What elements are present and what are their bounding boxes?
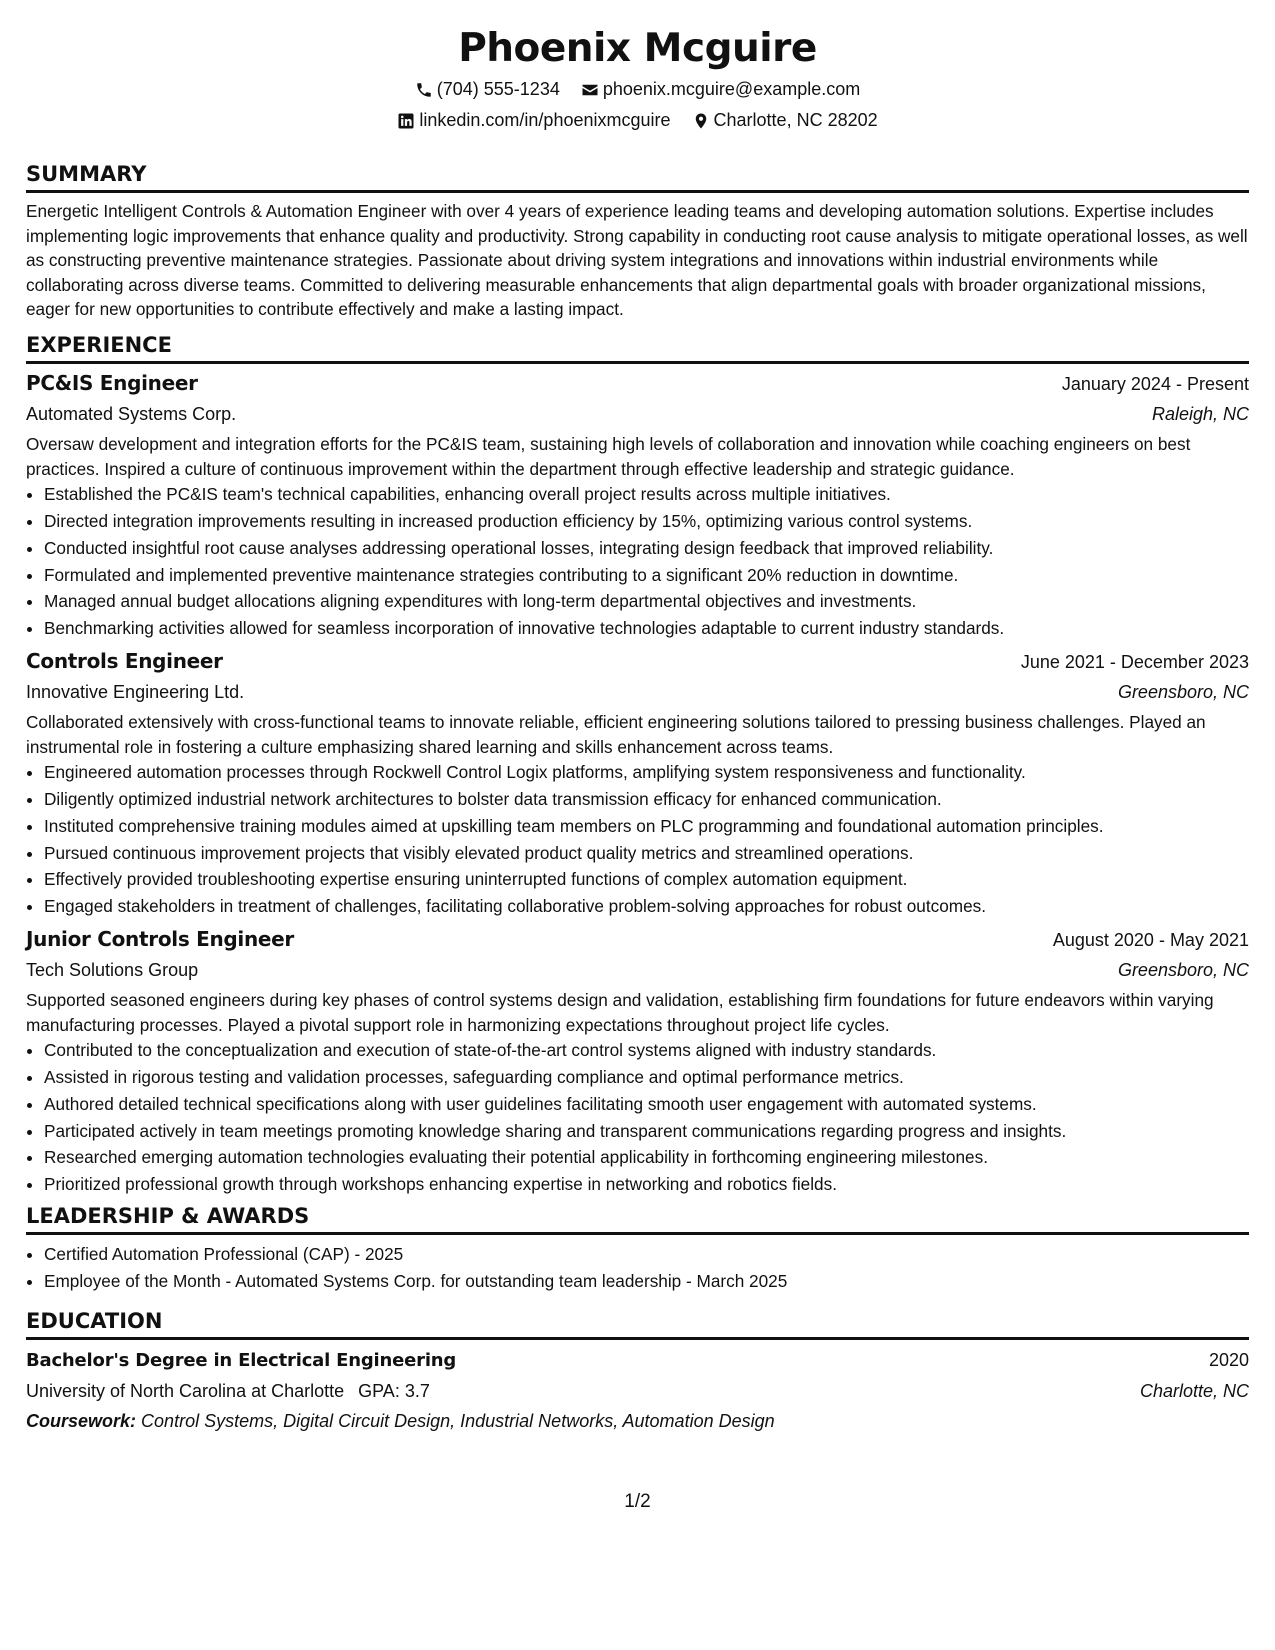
list-item: • Participated actively in team meetings promoting knowledge sharing and transparent communications regarding progress and insights. <box>44 1118 1249 1145</box>
education-school-row <box>26 1376 1249 1406</box>
job-entry <box>26 924 1249 1198</box>
job-title: PC&IS Engineer <box>26 371 198 395</box>
list-item: • Pursued continuous improvement projects that visibly elevated product quality metrics and streamlined operations. <box>44 840 1249 867</box>
envelope-icon <box>581 81 599 99</box>
resume-page <box>26 0 1249 1431</box>
job-header-row <box>26 646 1249 677</box>
list-item: • Authored detailed technical specifications along with user guidelines facilitating smooth user engagement with automated systems. <box>44 1091 1249 1118</box>
list-item: • Effectively provided troubleshooting expertise ensuring uninterrupted functions of complex automation equipment. <box>44 866 1249 893</box>
job-location: Raleigh, NC <box>1151 404 1249 424</box>
graduation-year: 2020 <box>1208 1350 1249 1370</box>
job-dates: January 2024 - Present <box>1061 374 1249 394</box>
leadership-section <box>26 1202 1249 1295</box>
contact-line-1 <box>26 74 1249 105</box>
job-company-row <box>26 955 1249 985</box>
phone-text: (704) 555-1234 <box>436 79 560 99</box>
job-description: Oversaw development and integration efforts for the PC&IS team, sustaining high levels of collaboration and innovation while coaching engineers on best practices. Inspired a culture of continuous improvement within the department through effective leadership and strategic guidance. <box>26 434 1191 479</box>
experience-heading: EXPERIENCE <box>26 331 1249 364</box>
list-item: • Researched emerging automation technologies evaluating their potential applicability in forthcoming engineering milestones. <box>44 1144 1249 1171</box>
degree: Bachelor's Degree in Electrical Engineering <box>26 1350 457 1371</box>
candidate-name: Phoenix Mcguire <box>458 26 817 71</box>
job-title: Junior Controls Engineer <box>26 926 294 951</box>
job-bullets <box>26 481 1249 642</box>
location-contact <box>692 105 878 136</box>
list-item: • Diligently optimized industrial network architectures to bolster data transmission efficacy for enhanced communication. <box>44 786 1249 813</box>
gpa: GPA: 3.7 <box>358 1381 430 1401</box>
school-location: Charlotte, NC <box>1139 1381 1249 1401</box>
school-line <box>26 1376 430 1406</box>
education-section <box>26 1307 1249 1436</box>
list-item: • Established the PC&IS team's technical capabilities, enhancing overall project results across multiple initiatives. <box>44 481 1249 508</box>
summary-heading: SUMMARY <box>26 160 1249 193</box>
job-dates: June 2021 - December 2023 <box>1020 651 1249 672</box>
list-item: • Directed integration improvements resulting in increased production efficiency by 15%, optimizing various control systems. <box>44 508 1249 535</box>
job-entry <box>26 646 1249 920</box>
list-item: • Engaged stakeholders in treatment of challenges, facilitating collaborative problem-solving approaches for robust outcomes. <box>44 893 1249 920</box>
coursework-line <box>26 1406 1249 1436</box>
page-number: 1/2 <box>624 1491 651 1512</box>
job-title: Controls Engineer <box>26 648 223 673</box>
resume-header <box>26 24 1249 136</box>
list-item: • Managed annual budget allocations aligning expenditures with long-term departmental objectives and investments. <box>44 588 1249 615</box>
linkedin-text[interactable]: linkedin.com/in/phoenixmcguire <box>419 110 671 130</box>
email-contact[interactable] <box>581 74 860 105</box>
education-entry <box>26 1345 1249 1436</box>
job-company: Automated Systems Corp. <box>26 404 237 424</box>
list-item: • Contributed to the conceptualization and execution of state-of-the-art control systems aligned with industry standards. <box>44 1037 1249 1064</box>
job-dates: August 2020 - May 2021 <box>1052 929 1249 950</box>
job-header-row <box>26 368 1249 399</box>
phone-icon <box>415 81 433 99</box>
list-item: • Conducted insightful root cause analyses addressing operational losses, integrating design feedback that improved reliability. <box>44 535 1249 562</box>
list-item: • Instituted comprehensive training modules aimed at upskilling team members on PLC programming and foundational automation principles. <box>44 813 1249 840</box>
leadership-list <box>26 1241 1249 1295</box>
phone-contact <box>415 74 560 105</box>
job-company: Tech Solutions Group <box>26 959 199 980</box>
job-company-row <box>26 677 1249 707</box>
summary-text: Energetic Intelligent Controls & Automation Engineer with over 4 years of experience leading teams and developing automation solutions. Expertise includes implementing logic improvements that enhance quality and productivity. Strong capability in conducting root cause analysis to mitigate operational losses, as well as constructing preventive maintenance strategies. Passionate about driving system integrations and innovations within industrial environments while collaborating across diverse teams. Committed to delivering measurable enhancements that align departmental goals with broader organizational missions, eager for new opportunities to contribute effectively and make a lasting impact. <box>26 201 1248 320</box>
contact-line-2 <box>26 105 1249 136</box>
linkedin-contact[interactable] <box>397 105 670 136</box>
leadership-heading: LEADERSHIP & AWARDS <box>26 1202 1249 1235</box>
job-company-row <box>26 399 1249 429</box>
job-description: Supported seasoned engineers during key phases of control systems design and validation, establishing firm foundations for future endeavors within varying manufacturing processes. Played a pivotal support role in harmonizing expectations throughout project life cycles. <box>26 989 1214 1035</box>
coursework-list: Control Systems, Digital Circuit Design, Industrial Networks, Automation Design <box>141 1411 775 1431</box>
job-description: Collaborated extensively with cross-functional teams to innovate reliable, efficient engineering solutions tailored to pressing business challenges. Played an instrumental role in fostering a culture emphasizing shared learning and skills enhancement across teams. <box>26 711 1206 757</box>
list-item: • Assisted in rigorous testing and validation processes, safeguarding compliance and optimal performance metrics. <box>44 1064 1249 1091</box>
list-item: • Formulated and implemented preventive maintenance strategies contributing to a significant 20% reduction in downtime. <box>44 562 1249 589</box>
list-item: • Certified Automation Professional (CAP) - 2025 <box>44 1241 1249 1268</box>
job-bullets <box>26 759 1249 920</box>
email-text[interactable]: phoenix.mcguire@example.com <box>602 79 861 99</box>
list-item: • Employee of the Month - Automated Systems Corp. for outstanding team leadership - March 2025 <box>44 1268 1249 1295</box>
job-company: Innovative Engineering Ltd. <box>26 681 245 702</box>
education-heading: EDUCATION <box>26 1307 1249 1340</box>
list-item: • Benchmarking activities allowed for seamless incorporation of innovative technologies adaptable to current industry standards. <box>44 615 1249 642</box>
linkedin-icon <box>397 112 415 130</box>
job-header-row <box>26 924 1249 955</box>
location-text: Charlotte, NC 28202 <box>713 110 878 130</box>
map-pin-icon <box>692 112 710 130</box>
summary-section <box>26 160 1249 322</box>
coursework-label: Coursework: <box>26 1411 137 1431</box>
list-item: • Engineered automation processes through Rockwell Control Logix platforms, amplifying system responsiveness and functionality. <box>44 759 1249 786</box>
job-location: Greensboro, NC <box>1117 681 1249 702</box>
job-bullets <box>26 1037 1249 1198</box>
school-name: University of North Carolina at Charlotte <box>26 1381 345 1401</box>
education-header-row <box>26 1345 1249 1376</box>
job-entry <box>26 368 1249 642</box>
job-location: Greensboro, NC <box>1117 959 1249 980</box>
experience-section <box>26 331 1249 1198</box>
list-item: • Prioritized professional growth through workshops enhancing expertise in networking and robotics fields. <box>44 1171 1249 1198</box>
